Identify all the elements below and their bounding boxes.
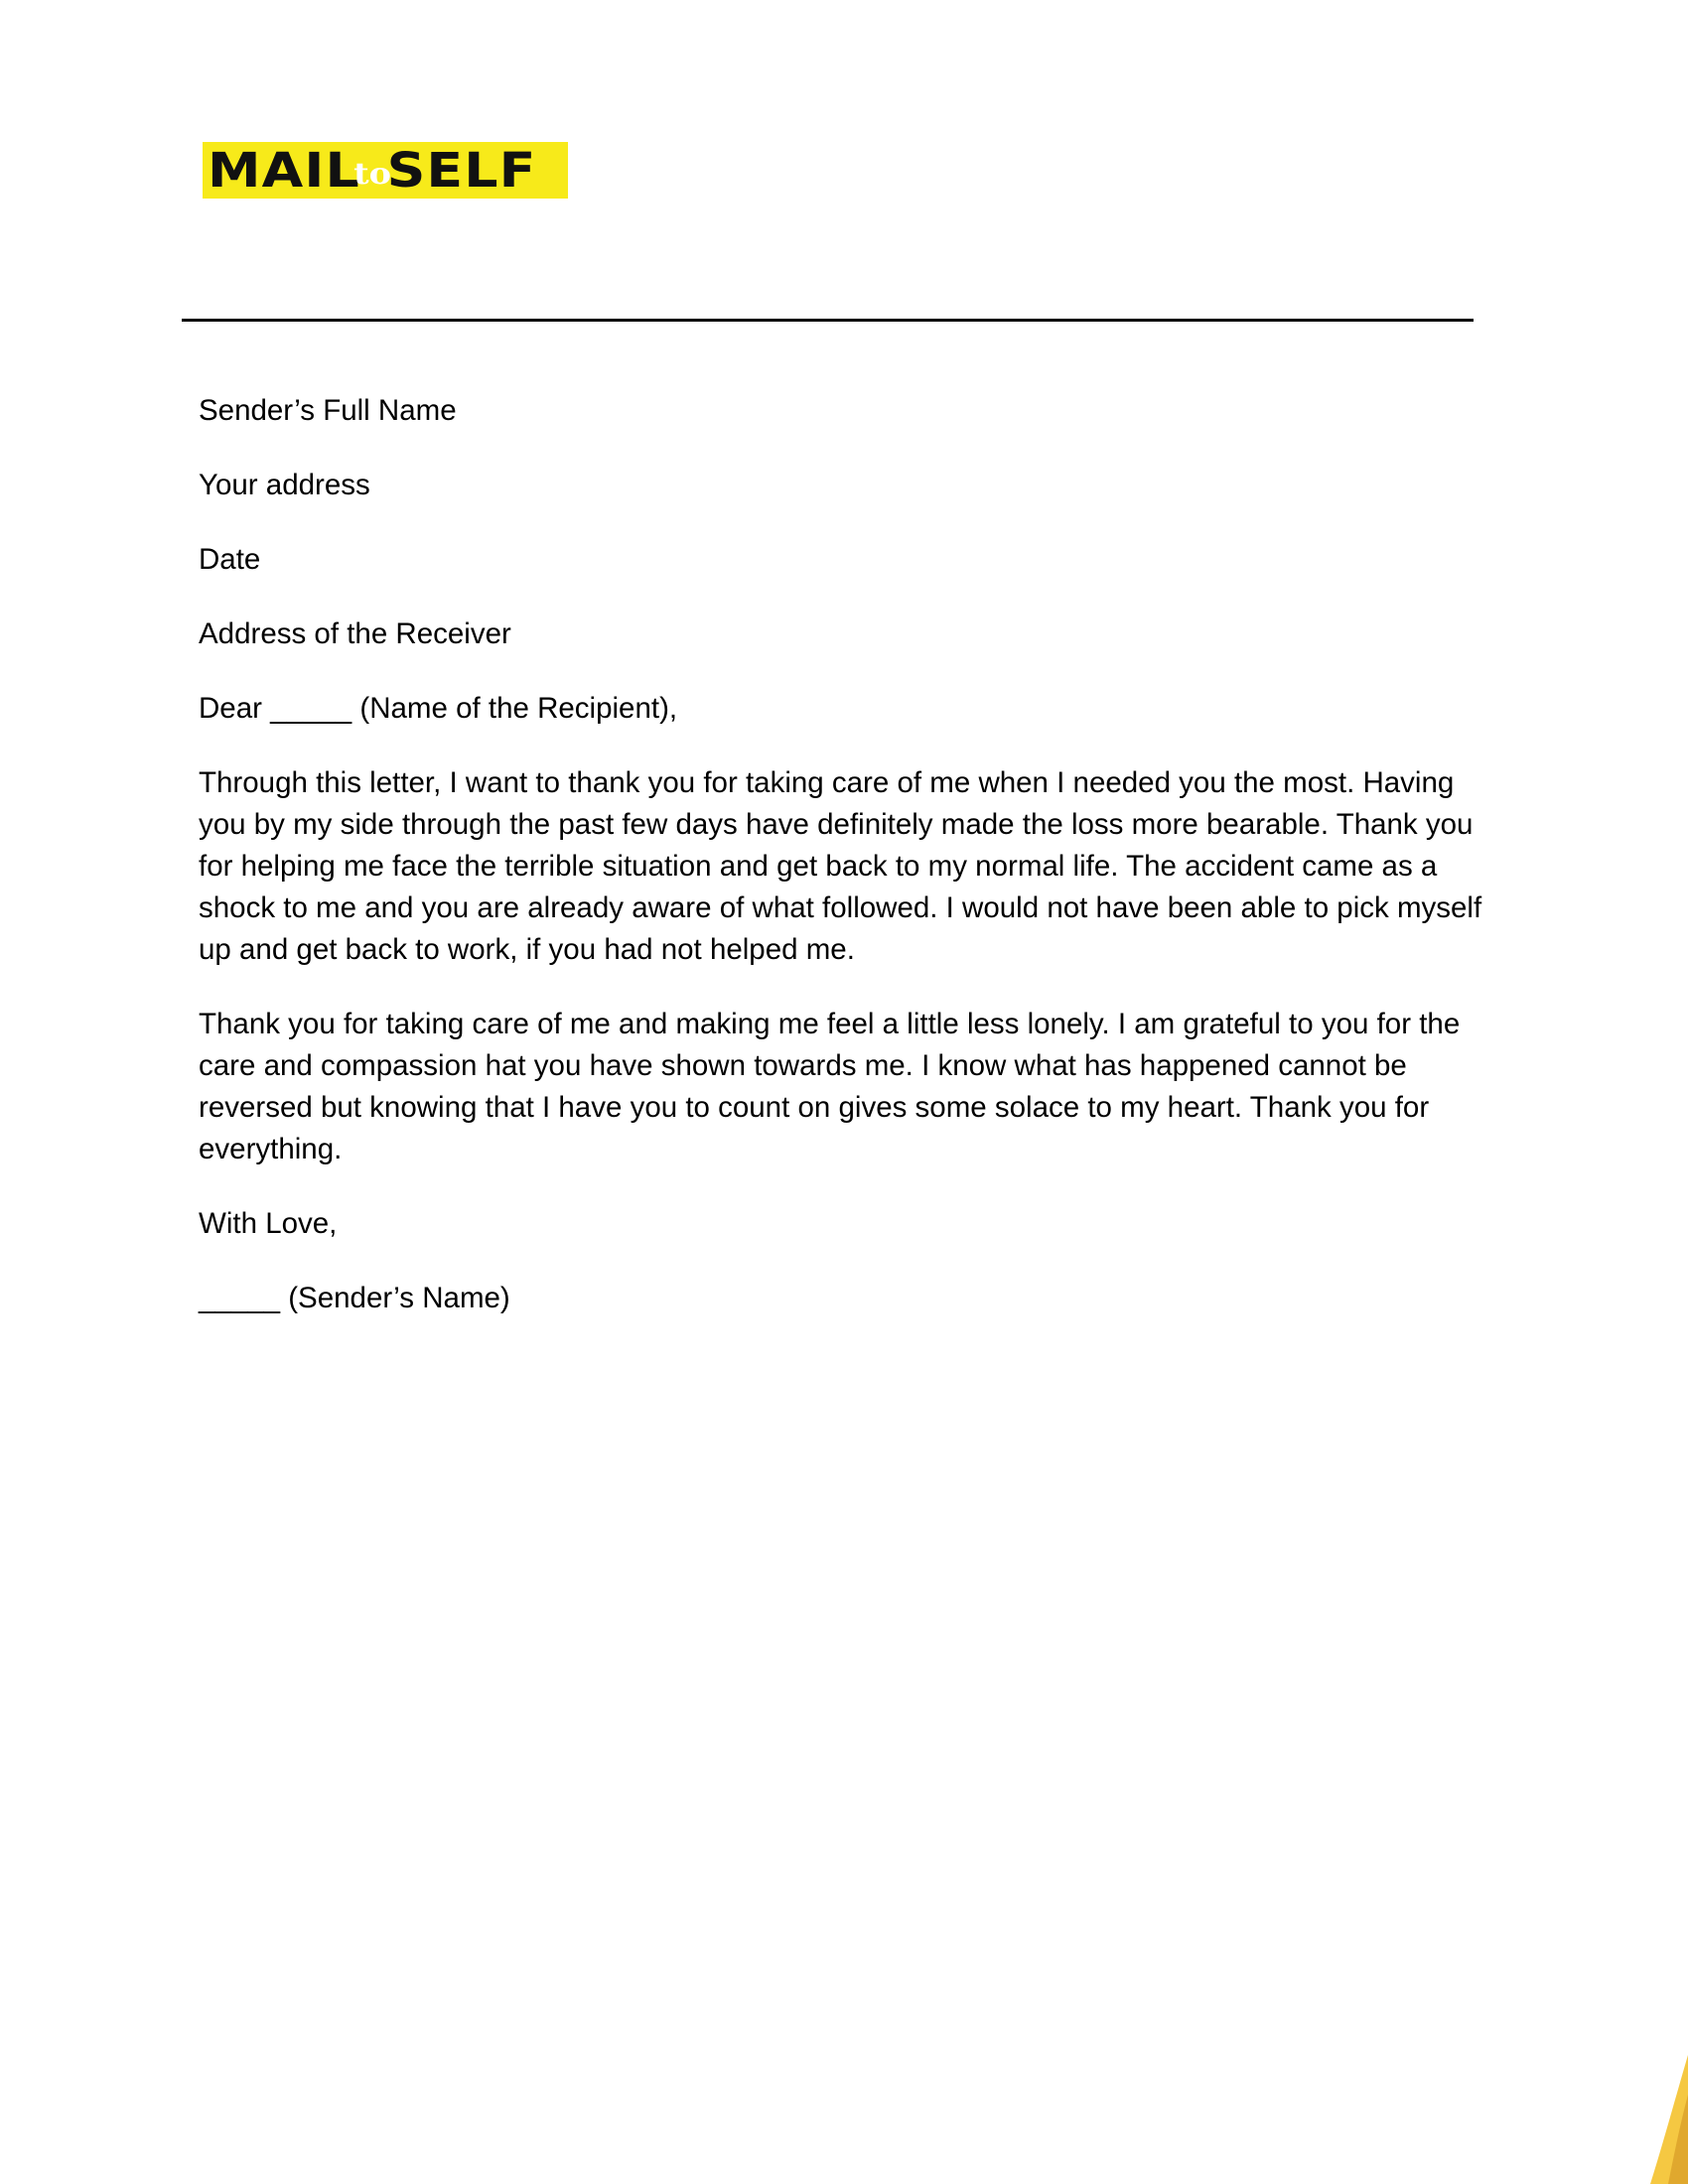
logo-wordmark <box>208 145 536 199</box>
body-paragraph-1: Through this letter, I want to thank you for taking care of me when I needed you the most. Having you by my side through the past few days have definitely made the loss more bearable. Thank you for helping me face the terrible situation and get back to my normal life. The accident came as a shock to me and you are already aware of what followed. I would not have been able to pick myself up and get back to work, if you had not helped me. <box>199 766 1482 966</box>
signature-line: _____ (Sender’s Name) <box>199 1282 510 1314</box>
body-paragraph-2: Thank you for taking care of me and making me feel a little less lonely. I am grateful to you for the care and compassion hat you have shown towards me. I know what has happened cannot be reversed but knowing that I have you to count on gives some solace to my heart. Thank you for everything. <box>199 1008 1461 1165</box>
corner-decoration <box>1628 2055 1688 2184</box>
logo-word-to: to <box>353 157 392 192</box>
letter-date: Date <box>199 543 261 576</box>
sender-address: Your address <box>199 469 370 501</box>
letter-body <box>199 390 1499 1352</box>
closing: With Love, <box>199 1207 338 1240</box>
mailtoself-logo <box>203 142 568 199</box>
salutation: Dear _____ (Name of the Recipient), <box>199 692 678 725</box>
header-divider <box>182 319 1474 322</box>
logo-word-mail: MAIL <box>208 143 360 199</box>
receiver-address: Address of the Receiver <box>199 617 511 650</box>
sender-full-name: Sender’s Full Name <box>199 394 457 427</box>
logo-word-self: SELF <box>386 143 537 199</box>
